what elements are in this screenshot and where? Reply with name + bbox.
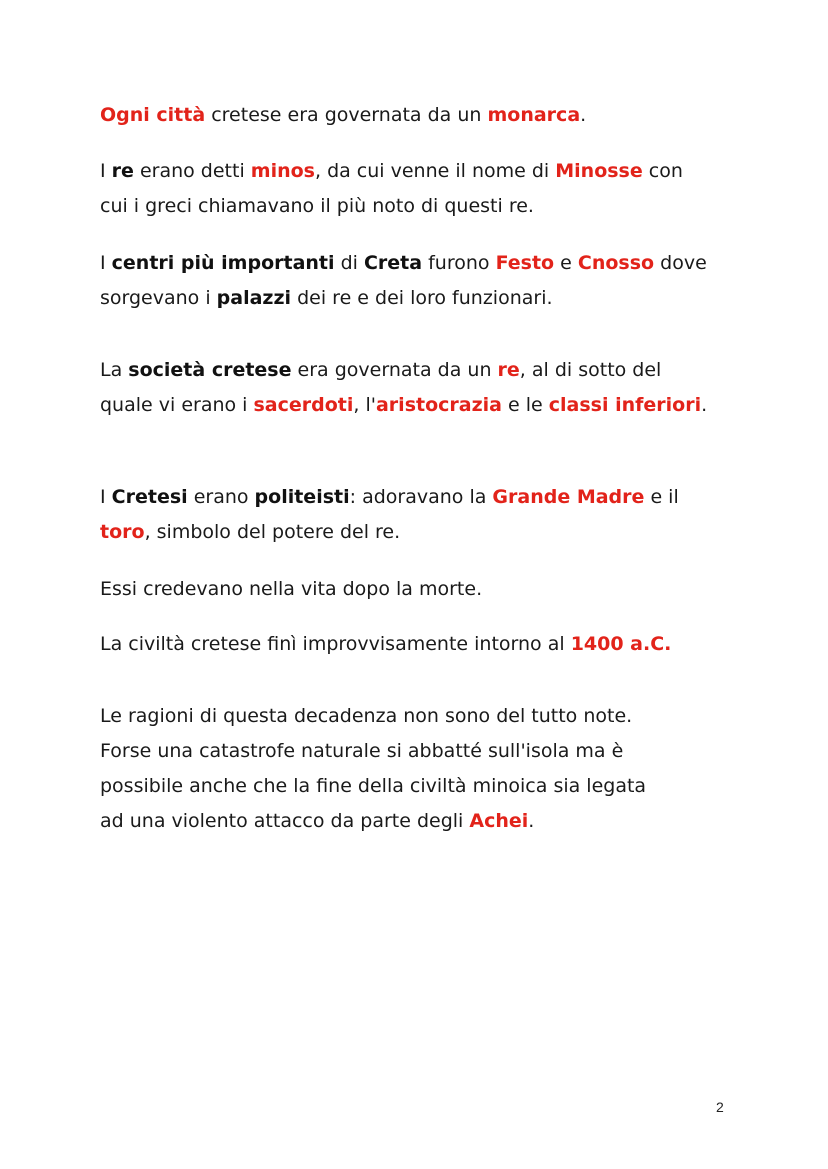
bold-keyword: re xyxy=(111,160,134,182)
highlight-keyword: Achei xyxy=(469,810,529,832)
text-segment: furono xyxy=(422,252,496,274)
text-segment: con xyxy=(642,160,683,182)
paragraph-religione xyxy=(100,480,740,550)
text-segment: Le ragioni di questa decadenza non sono del tutto note. xyxy=(100,705,633,727)
highlight-keyword: re xyxy=(497,359,520,381)
paragraph-societa xyxy=(100,353,740,423)
paragraph-governo xyxy=(100,98,740,133)
highlight-keyword: classi inferiori xyxy=(548,394,702,416)
text-segment: cretese era governata da un xyxy=(205,104,488,126)
highlight-keyword: Festo xyxy=(495,252,555,274)
highlight-keyword: aristocrazia xyxy=(375,394,502,416)
text-segment: e il xyxy=(644,486,679,508)
bold-keyword: Creta xyxy=(363,252,423,274)
text-segment: erano xyxy=(187,486,255,508)
text-segment: erano detti xyxy=(133,160,251,182)
text-segment: , simbolo del potere del re. xyxy=(144,521,401,543)
highlight-keyword: monarca xyxy=(487,104,581,126)
bold-keyword: politeisti xyxy=(254,486,350,508)
text-line xyxy=(100,572,740,607)
highlight-keyword: Minosse xyxy=(555,160,643,182)
text-line xyxy=(100,246,740,281)
highlight-keyword: Grande Madre xyxy=(492,486,645,508)
bold-keyword: palazzi xyxy=(216,287,292,309)
text-segment: e le xyxy=(501,394,549,416)
text-line xyxy=(100,98,740,133)
text-segment: La civiltà cretese finì improvvisamente intorno al xyxy=(100,633,571,655)
text-line xyxy=(100,627,740,662)
text-segment: dove xyxy=(654,252,707,274)
text-segment: , da cui venne il nome di xyxy=(314,160,556,182)
page-number: 2 xyxy=(716,1099,724,1115)
text-segment: . xyxy=(528,810,535,832)
text-segment: I xyxy=(100,252,112,274)
text-line xyxy=(100,769,740,804)
text-segment: dei re e dei loro funzionari. xyxy=(291,287,553,309)
text-segment: , al di sotto del xyxy=(519,359,662,381)
text-segment: I xyxy=(100,486,112,508)
text-segment: quale vi erano i xyxy=(100,394,254,416)
text-line xyxy=(100,154,740,189)
text-line xyxy=(100,189,740,224)
highlight-keyword: toro xyxy=(100,521,145,543)
text-segment: Essi credevano nella vita dopo la morte. xyxy=(100,578,483,600)
text-line xyxy=(100,804,740,839)
text-segment: cui i greci chiamavano il più noto di questi re. xyxy=(100,195,534,217)
paragraph-fine-civilta xyxy=(100,627,740,662)
text-segment: di xyxy=(334,252,364,274)
text-segment: : adoravano la xyxy=(349,486,493,508)
text-segment: e xyxy=(554,252,578,274)
text-line xyxy=(100,734,740,769)
text-line xyxy=(100,480,740,515)
paragraph-decadenza xyxy=(100,699,740,839)
paragraph-vita-dopo-morte xyxy=(100,572,740,607)
paragraph-minos xyxy=(100,154,740,224)
bold-keyword: società cretese xyxy=(128,359,292,381)
text-segment: . xyxy=(580,104,587,126)
text-segment: . xyxy=(701,394,708,416)
text-segment: , l' xyxy=(353,394,376,416)
highlight-keyword: 1400 a.C. xyxy=(570,633,672,655)
bold-keyword: Cretesi xyxy=(111,486,188,508)
text-line xyxy=(100,353,740,388)
highlight-keyword: Ogni città xyxy=(100,104,206,126)
text-segment: era governata da un xyxy=(291,359,498,381)
text-segment: possibile anche che la fine della civiltà minoica sia legata xyxy=(100,775,647,797)
text-line xyxy=(100,699,740,734)
text-segment: Forse una catastrofe naturale si abbatté sull'isola ma è xyxy=(100,740,624,762)
text-segment: sorgevano i xyxy=(100,287,217,309)
text-segment: La xyxy=(100,359,129,381)
text-line xyxy=(100,515,740,550)
highlight-keyword: sacerdoti xyxy=(253,394,354,416)
paragraph-centri xyxy=(100,246,740,316)
highlight-keyword: minos xyxy=(250,160,315,182)
text-segment: I xyxy=(100,160,112,182)
highlight-keyword: Cnosso xyxy=(577,252,655,274)
text-line xyxy=(100,281,740,316)
text-segment: ad una violento attacco da parte degli xyxy=(100,810,470,832)
bold-keyword: centri più importanti xyxy=(111,252,335,274)
text-line xyxy=(100,388,740,423)
